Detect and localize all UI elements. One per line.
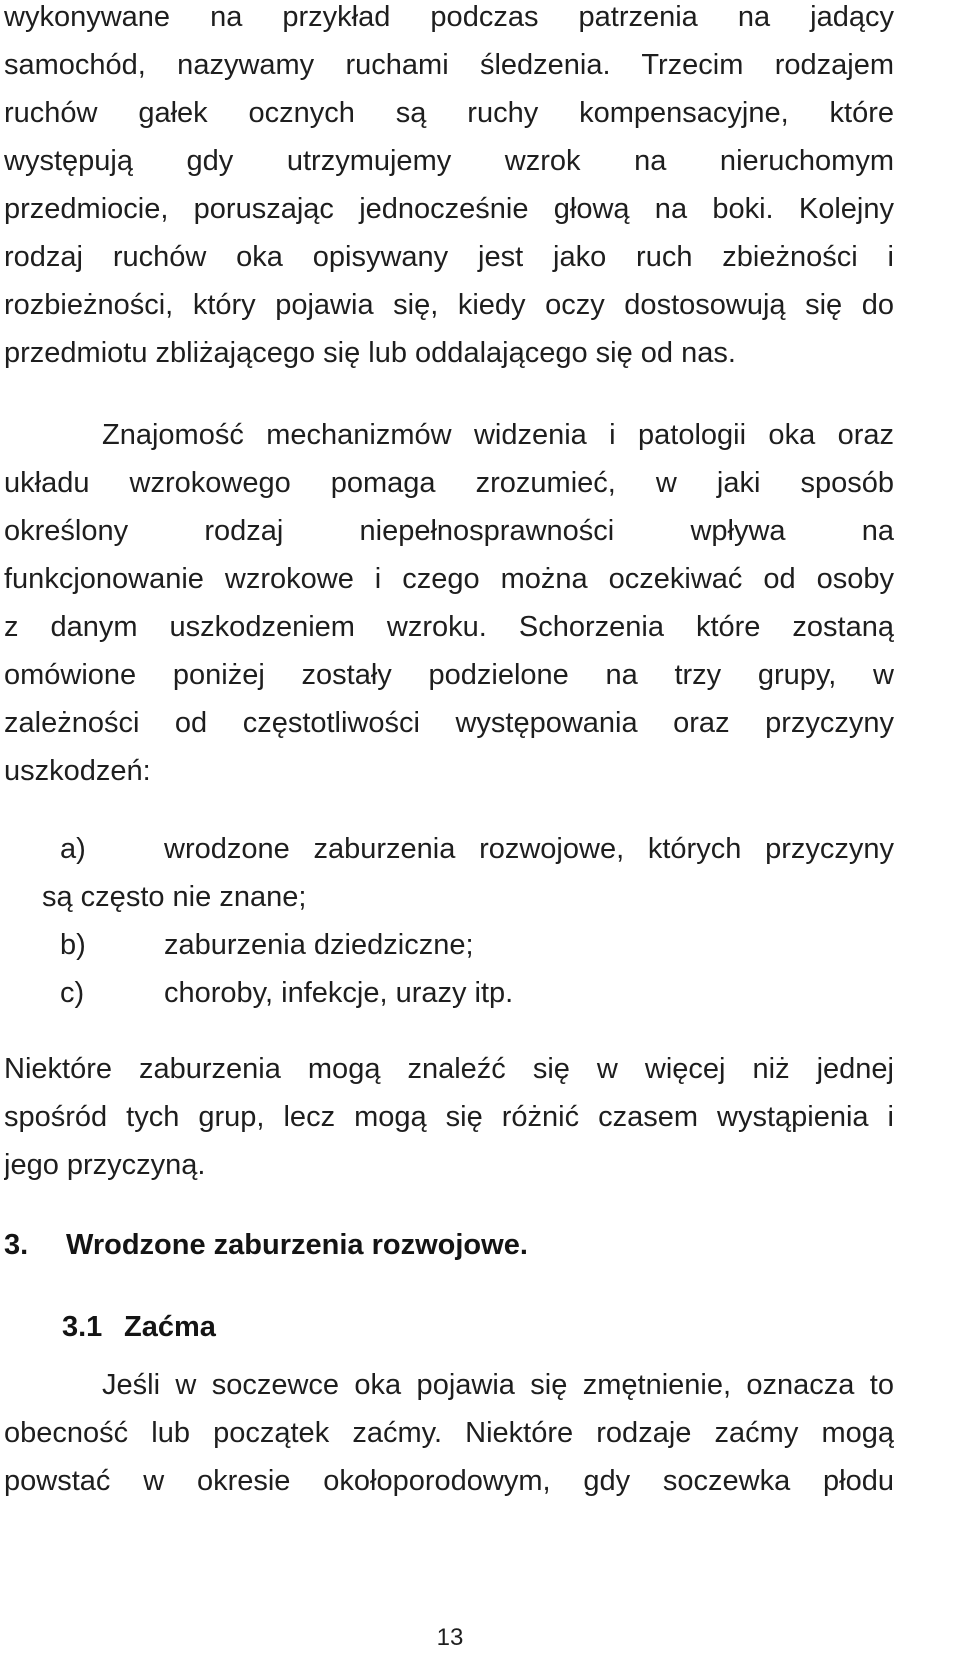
text-line: rodzaj ruchów oka opisywany jest jako ruch zbieżności i bbox=[4, 241, 894, 273]
paragraph-overlap bbox=[4, 1045, 894, 1189]
list-item-label: a) bbox=[60, 833, 86, 865]
text-line: przedmiotu zbliżającego się lub oddalającego się od nas. bbox=[4, 337, 736, 369]
paragraph-cataract bbox=[4, 1361, 894, 1505]
subsection-title: Zaćma bbox=[124, 1311, 216, 1343]
text-line: wykonywane na przykład podczas patrzenia na jadący bbox=[4, 1, 894, 33]
text-line: obecność lub początek zaćmy. Niektóre rodzaje zaćmy mogą bbox=[4, 1417, 894, 1449]
text-line: przedmiocie, poruszając jednocześnie głową na boki. Kolejny bbox=[4, 193, 894, 225]
text-line: układu wzrokowego pomaga zrozumieć, w jaki sposób bbox=[4, 467, 894, 499]
list-item-text: zaburzenia dziedziczne; bbox=[164, 929, 474, 961]
list-item-text: wrodzone zaburzenia rozwojowe, których przyczyny bbox=[164, 833, 894, 865]
text-line: uszkodzeń: bbox=[4, 755, 151, 787]
text-line: spośród tych grup, lecz mogą się różnić czasem wystąpienia i bbox=[4, 1101, 894, 1133]
text-line: jego przyczyną. bbox=[4, 1149, 206, 1181]
list-item-label: c) bbox=[60, 977, 85, 1009]
list-item-text: są często nie znane; bbox=[42, 881, 307, 913]
text-line: samochód, nazywamy ruchami śledzenia. Trzecim rodzajem bbox=[4, 49, 894, 81]
text-line: zależności od częstotliwości występowania oraz przyczyny bbox=[4, 707, 894, 739]
list-item-label: b) bbox=[60, 929, 86, 961]
text-line: Znajomość mechanizmów widzenia i patologii oka oraz bbox=[102, 419, 894, 451]
paragraph-vision-mechanisms bbox=[4, 411, 894, 795]
subsection-number: 3.1 bbox=[62, 1311, 103, 1343]
text-line: funkcjonowanie wzrokowe i czego można oczekiwać od osoby bbox=[4, 563, 894, 595]
text-line: rozbieżności, który pojawia się, kiedy oczy dostosowują się do bbox=[4, 289, 894, 321]
text-line: Jeśli w soczewce oka pojawia się zmętnienie, oznacza to bbox=[102, 1369, 894, 1401]
text-line: omówione poniżej zostały podzielone na trzy grupy, w bbox=[4, 659, 894, 691]
text-line: z danym uszkodzeniem wzroku. Schorzenia które zostaną bbox=[4, 611, 894, 643]
text-line: występują gdy utrzymujemy wzrok na nieruchomym bbox=[4, 145, 894, 177]
paragraph-eye-movements bbox=[4, 0, 894, 377]
list-item-text: choroby, infekcje, urazy itp. bbox=[164, 977, 514, 1009]
text-line: powstać w okresie okołoporodowym, gdy soczewka płodu bbox=[4, 1465, 894, 1497]
text-line: Niektóre zaburzenia mogą znaleźć się w więcej niż jednej bbox=[4, 1053, 894, 1085]
text-line: określony rodzaj niepełnosprawności wpływa na bbox=[4, 515, 894, 547]
page-number: 13 bbox=[436, 1624, 464, 1651]
section-number: 3. bbox=[4, 1229, 29, 1261]
text-line: ruchów gałek ocznych są ruchy kompensacyjne, które bbox=[4, 97, 894, 129]
section-title: Wrodzone zaburzenia rozwojowe. bbox=[66, 1229, 528, 1261]
